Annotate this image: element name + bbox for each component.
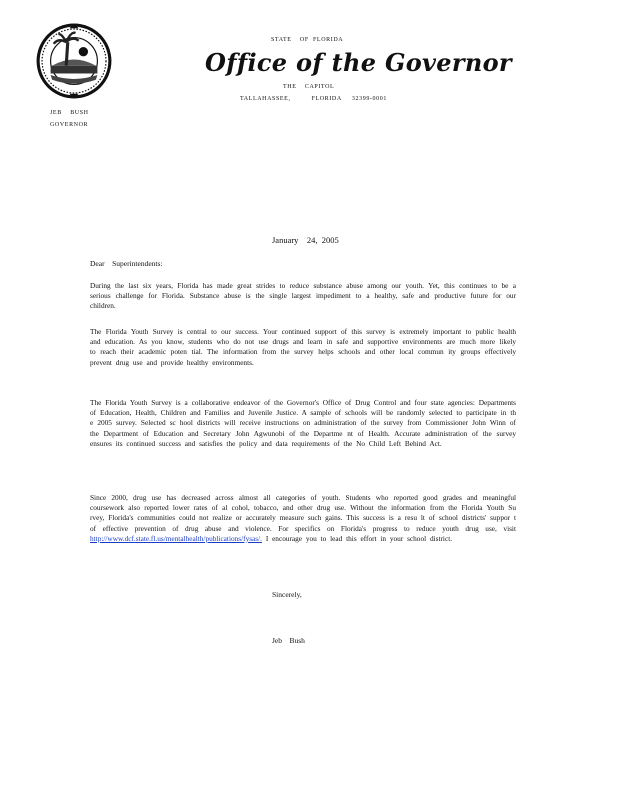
- paragraph-4-text: Since 2000, drug use has decreased across almost all categories of youth. Students who reported good grades and meaningful coursework also reported lower rates of al cohol, tobacco, and other drug use. Without the information from the Florida Youth Su rvey, Florida's communities could not realize or accurately measure such gains. This success is a resu lt of school districts' suppor t of effective prevention of drug abuse and violence. For specifics on Florida's progress to reduce youth drug use, visit: [90, 493, 516, 533]
- paragraph-3: The Florida Youth Survey is a collaborative endeavor of the Governor's Office of Drug Control and four state agencies: Departments of Education, Health, Children and Families and Juvenile Justice. A sample of schools will be randomly selected to participate in th e 2005 survey. Selected sc hool districts will receive instructions on administration of the survey from Commissioner John Winn of the Department of Education and Secretary John Agwunobi of the Departme nt of Health. Accurate administration of the survey ensures its continued success and satisfies the policy and data requirements of the No Child Left Behind Act.: [90, 398, 516, 448]
- paragraph-2: The Florida Youth Survey is central to our success. Your continued support of this survey is extremely important to public health and education. As you know, students who do not use drugs and learn in safe and supportive environments are much more likely to reach their academic poten tial. The information from the survey helps schools and other local commun ity groups effectively prevent drug use and provide healthy environments.: [90, 327, 516, 367]
- office-title: Office of the Governor: [205, 48, 512, 77]
- state-line: STATE OF FLORIDA: [271, 37, 344, 43]
- paragraph-4-closing-text: I encourage you to lead this effort in your school district.: [265, 533, 453, 543]
- letter-date: January 24, 2005: [272, 235, 339, 245]
- governor-name: JEB BUSH: [50, 110, 89, 116]
- capitol-line: THE CAPITOL: [283, 84, 335, 90]
- salutation: Dear Superintendents:: [90, 259, 163, 268]
- closing: Sincerely,: [272, 590, 302, 599]
- governor-title: GOVERNOR: [50, 122, 89, 128]
- paragraph-1: During the last six years, Florida has made great strides to reduce substance abuse among our youth. Yet, this continues to be a serious challenge for Florida. Substance abuse is the single largest impediment to a healthy, safe and productive future for our children.: [90, 281, 516, 311]
- survey-publications-link[interactable]: http://www.dcf.state.fl.us/mentalhealth/publications/fysas/.: [90, 533, 262, 543]
- address-line: TALLAHASSEE, FLORIDA 32399-0001: [240, 96, 387, 102]
- signature: Jeb Bush: [272, 636, 305, 645]
- paragraph-4: [90, 493, 516, 544]
- florida-state-seal-icon: [35, 22, 113, 100]
